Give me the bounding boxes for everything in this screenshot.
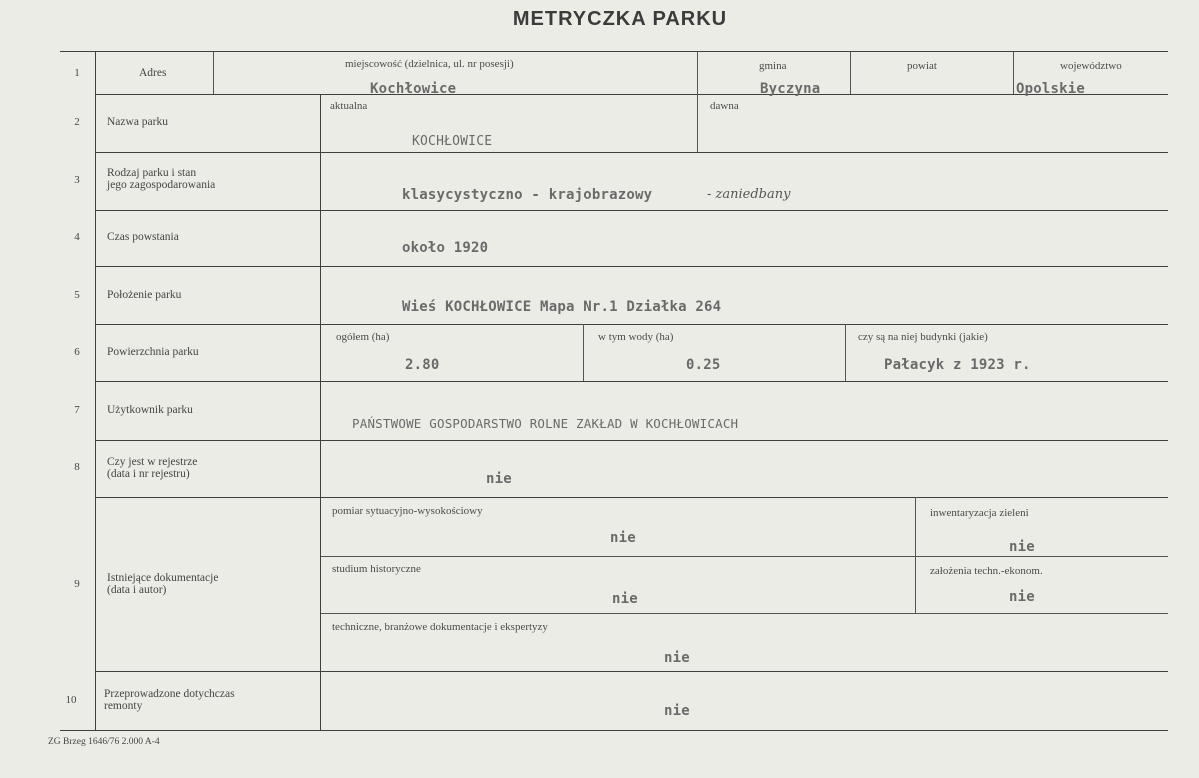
sublabel: ogółem (ha)	[336, 331, 390, 343]
row-divider	[60, 730, 1168, 731]
row-divider	[95, 671, 1168, 672]
water-area-value: 0.25	[686, 357, 721, 373]
location-detail-value: Wieś KOCHŁOWICE Mapa Nr.1 Działka 264	[402, 299, 722, 315]
location-value: Kochłowice	[370, 81, 457, 97]
row-label: Rodzaj parku i stan	[107, 167, 197, 179]
row-number: 1	[74, 67, 80, 79]
row-label: Użytkownik parku	[107, 404, 193, 416]
row-divider	[95, 497, 1168, 498]
sublabel: techniczne, branżowe dokumentacje i ekspertyzy	[332, 621, 548, 633]
sublabel: założenia techn.-ekonom.	[930, 565, 1043, 577]
gmina-value: Byczyna	[760, 81, 821, 97]
historical-study-value: nie	[612, 591, 638, 607]
row-number: 2	[74, 116, 80, 128]
row-divider	[95, 324, 1168, 325]
column-divider	[95, 51, 96, 731]
wojewodztwo-value: Opolskie	[1016, 81, 1086, 97]
row-divider	[95, 94, 1168, 95]
sublabel: powiat	[907, 60, 937, 72]
row-number: 8	[74, 461, 80, 473]
column-divider	[583, 324, 584, 381]
row-label: remonty	[104, 700, 143, 712]
row-label: Istniejące dokumentacje	[107, 572, 219, 584]
sublabel: dawna	[710, 100, 739, 112]
sublabel: gmina	[759, 60, 787, 72]
row-label: Nazwa parku	[107, 116, 168, 128]
row-divider	[60, 51, 1168, 52]
park-type-value: klasycystyczno - krajobrazowy	[402, 187, 653, 203]
column-divider	[213, 51, 214, 94]
sublabel: pomiar sytuacyjno-wysokościowy	[332, 505, 483, 517]
sublabel: czy są na niej budynki (jakie)	[858, 331, 988, 343]
row-divider	[95, 440, 1168, 441]
sublabel: województwo	[1060, 60, 1122, 72]
technical-docs-value: nie	[664, 650, 690, 666]
row-divider	[95, 266, 1168, 267]
greenery-inventory-value: nie	[1009, 539, 1035, 555]
row-label: Czy jest w rejestrze	[107, 456, 198, 468]
handwritten-note: - zaniedbany	[707, 187, 791, 202]
column-divider	[845, 324, 846, 381]
survey-value: nie	[610, 530, 636, 546]
row-label: (data i nr rejestru)	[107, 468, 190, 480]
row-label: Powierzchnia parku	[107, 346, 199, 358]
row-label: jego zagospodarowania	[107, 179, 216, 191]
buildings-value: Pałacyk z 1923 r.	[884, 357, 1031, 373]
park-user-value: PAŃSTWOWE GOSPODARSTWO ROLNE ZAKŁAD W KOCHŁOWICACH	[352, 416, 739, 431]
row-number: 5	[74, 289, 80, 301]
row-number: 10	[65, 694, 77, 706]
row-label: Adres	[139, 67, 167, 79]
page-title: METRYCZKA PARKU	[512, 8, 728, 30]
renovations-value: nie	[664, 703, 690, 719]
print-footer: ZG Brzeg 1646/76 2.000 A-4	[48, 737, 160, 747]
tech-econ-value: nie	[1009, 589, 1035, 605]
park-name-value: KOCHŁOWICE	[412, 134, 493, 149]
sublabel: w tym wody (ha)	[598, 331, 674, 343]
column-divider	[1013, 51, 1014, 94]
row-divider	[320, 556, 1168, 557]
founding-date-value: około 1920	[402, 240, 489, 256]
row-label: Położenie parku	[107, 289, 182, 301]
sublabel: inwentaryzacja zieleni	[930, 507, 1029, 519]
column-divider	[320, 94, 321, 730]
row-number: 9	[74, 578, 80, 590]
registry-value: nie	[486, 471, 512, 487]
total-area-value: 2.80	[405, 357, 440, 373]
sublabel: miejscowość (dzielnica, ul. nr posesji)	[345, 58, 514, 70]
row-number: 3	[74, 174, 80, 186]
row-number: 7	[74, 404, 80, 416]
row-divider	[95, 152, 1168, 153]
row-label: Czas powstania	[107, 231, 179, 243]
row-divider	[320, 613, 1168, 614]
sublabel: aktualna	[330, 100, 368, 112]
row-number: 4	[74, 231, 80, 243]
row-divider	[95, 210, 1168, 211]
column-divider	[697, 51, 698, 152]
row-divider	[95, 381, 1168, 382]
column-divider	[915, 497, 916, 613]
row-number: 6	[74, 346, 80, 358]
row-label: (data i autor)	[107, 584, 167, 596]
row-label: Przeprowadzone dotychczas	[104, 688, 235, 700]
column-divider	[850, 51, 851, 94]
sublabel: studium historyczne	[332, 563, 421, 575]
